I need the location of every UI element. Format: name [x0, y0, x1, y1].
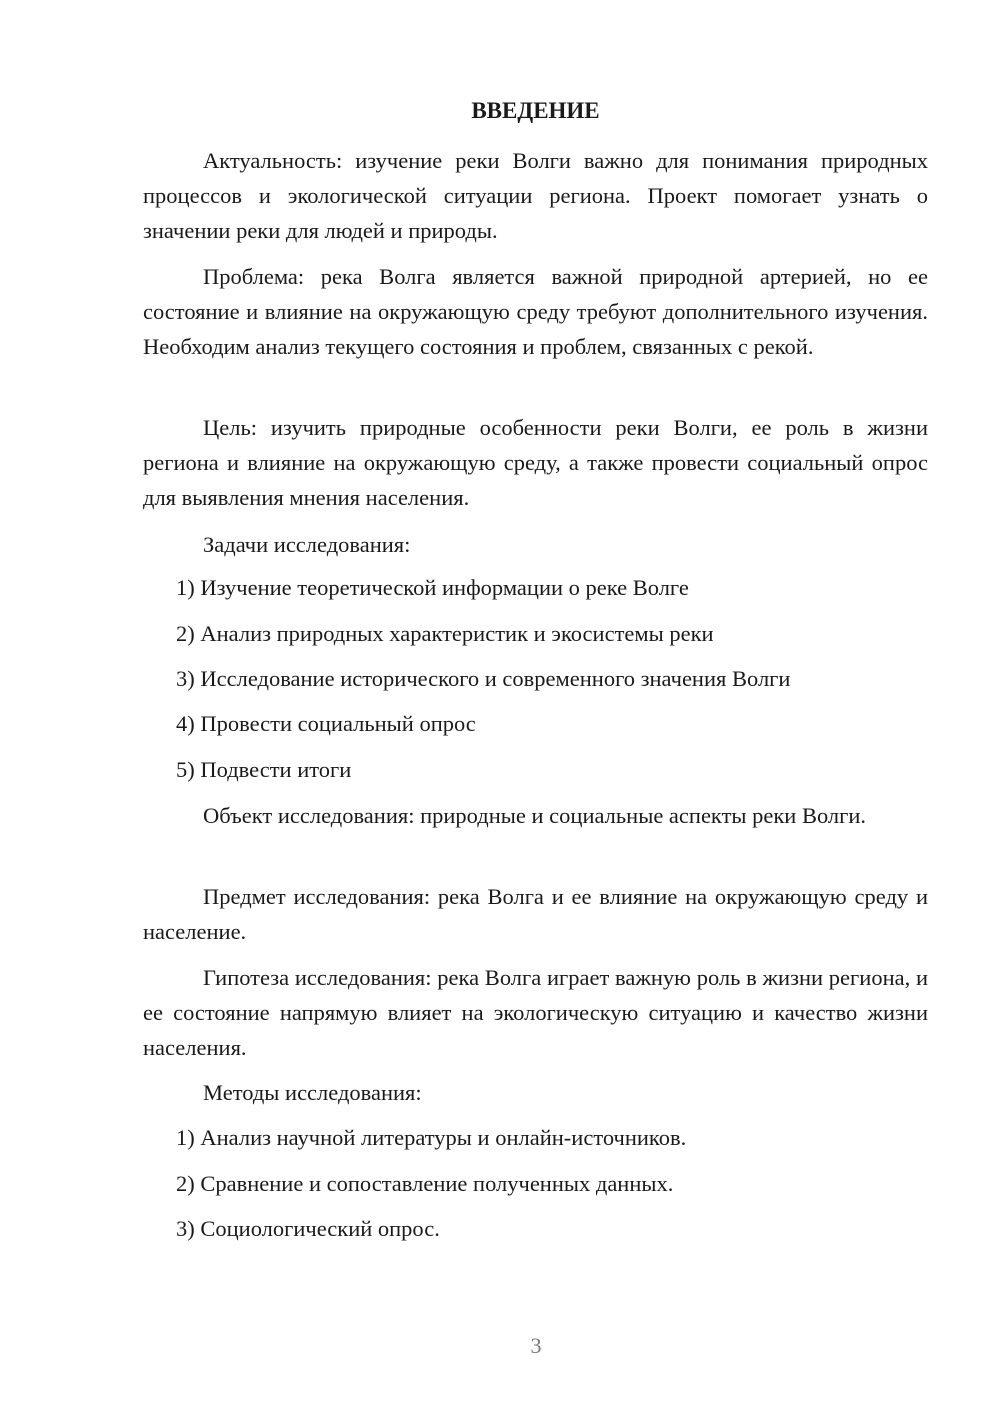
task-item: 5) Подвести итоги	[176, 757, 352, 782]
task-item: 1) Изучение теоретической информации о реке Волге	[176, 575, 689, 600]
object-paragraph: Объект исследования: природные и социальные аспекты реки Волги.	[203, 803, 867, 828]
task-item: 3) Исследование исторического и современного значения Волги	[176, 666, 791, 691]
problem-paragraph: Проблема: река Волга является важной природной артерией, но ее состояние и влияние на окружающую среду требуют дополнительного изучения. Необходим анализ текущего состояния и проблем, связанных с рекой.	[143, 264, 928, 359]
task-item: 2) Анализ природных характеристик и экосистемы реки	[176, 621, 714, 646]
relevance-paragraph: Актуальность: изучение реки Волги важно для понимания природных процессов и экологической ситуации региона. Проект помогает узнать о значении реки для людей и природы.	[143, 148, 928, 243]
hypothesis-paragraph: Гипотеза исследования: река Волга играет важную роль в жизни региона, и ее состояние напрямую влияет на экологическую ситуацию и качество жизни населения.	[143, 965, 928, 1060]
methods-heading: Методы исследования:	[203, 1080, 422, 1105]
method-item: 2) Сравнение и сопоставление полученных данных.	[176, 1171, 674, 1196]
task-item: 4) Провести социальный опрос	[176, 711, 476, 736]
page-number: 3	[530, 1333, 542, 1358]
subject-paragraph: Предмет исследования: река Волга и ее влияние на окружающую среду и население.	[143, 884, 928, 944]
tasks-heading: Задачи исследования:	[203, 532, 411, 557]
method-item: 1) Анализ научной литературы и онлайн-источников.	[176, 1125, 687, 1150]
method-item: 3) Социологический опрос.	[176, 1216, 440, 1241]
section-title: ВВЕДЕНИЕ	[471, 98, 600, 123]
goal-paragraph: Цель: изучить природные особенности реки Волги, ее роль в жизни региона и влияние на окружающую среду, а также провести социальный опрос для выявления мнения населения.	[143, 415, 928, 510]
